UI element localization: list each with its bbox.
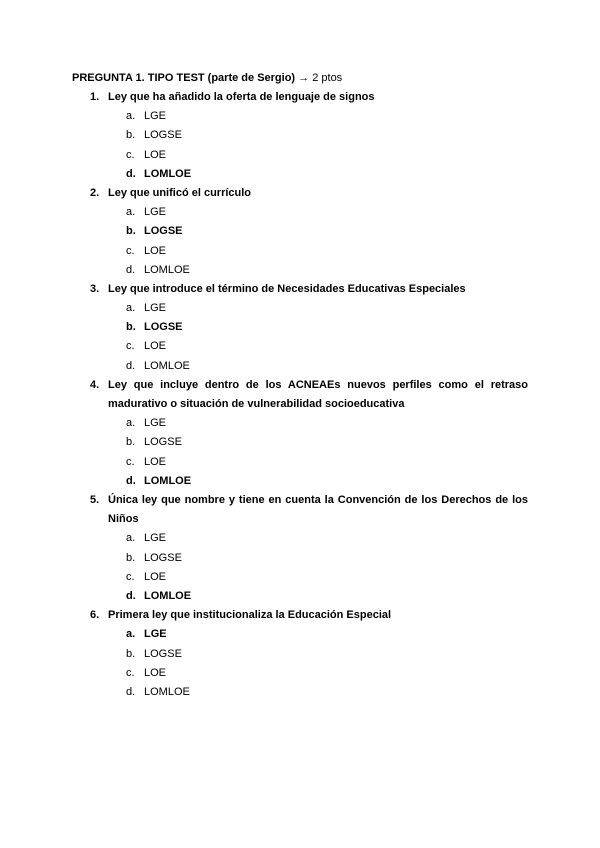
option-text: LOE bbox=[144, 455, 167, 468]
option-text: LGE bbox=[144, 206, 167, 219]
option-letter: b. bbox=[126, 551, 136, 564]
option-list bbox=[108, 299, 528, 376]
option-item bbox=[108, 587, 528, 606]
question-list bbox=[72, 88, 528, 702]
question-item bbox=[72, 491, 528, 606]
option-text: LOMLOE bbox=[144, 589, 192, 602]
option-list bbox=[108, 625, 528, 702]
question-text: Ley que introduce el término de Necesidades Educativas Especiales bbox=[108, 282, 466, 295]
option-letter: d. bbox=[126, 167, 136, 180]
option-item bbox=[108, 568, 528, 587]
question-item bbox=[72, 88, 528, 184]
option-letter: a. bbox=[126, 206, 136, 219]
option-text: LOE bbox=[144, 148, 167, 161]
option-letter: d. bbox=[126, 359, 136, 372]
option-letter: d. bbox=[126, 474, 136, 487]
option-text: LOGSE bbox=[144, 436, 182, 449]
option-text: LGE bbox=[144, 302, 167, 315]
option-item bbox=[108, 318, 528, 337]
question-number: 4. bbox=[90, 378, 100, 391]
option-item bbox=[108, 165, 528, 184]
option-letter: d. bbox=[126, 685, 136, 698]
option-list bbox=[108, 529, 528, 606]
option-item bbox=[108, 472, 528, 491]
option-letter: c. bbox=[126, 244, 135, 257]
option-text: LOMLOE bbox=[144, 263, 190, 276]
option-text: LOGSE bbox=[144, 321, 183, 334]
option-text: LOE bbox=[144, 244, 167, 257]
option-item bbox=[108, 203, 528, 222]
question-number: 2. bbox=[90, 186, 100, 199]
option-letter: a. bbox=[126, 628, 136, 641]
question-number: 6. bbox=[90, 609, 100, 622]
option-item bbox=[108, 242, 528, 261]
option-letter: a. bbox=[126, 110, 136, 123]
option-letter: b. bbox=[126, 225, 136, 238]
option-letter: c. bbox=[126, 455, 135, 468]
question-text: Ley que unificó el currículo bbox=[108, 186, 252, 199]
question-number: 1. bbox=[90, 91, 100, 103]
option-item bbox=[108, 107, 528, 126]
question-item bbox=[72, 184, 528, 280]
option-text: LOGSE bbox=[144, 551, 182, 564]
option-text: LOMLOE bbox=[144, 685, 190, 698]
question-item bbox=[72, 606, 528, 702]
option-letter: b. bbox=[126, 436, 136, 449]
option-text: LOE bbox=[144, 570, 167, 583]
option-item bbox=[108, 414, 528, 433]
option-letter: b. bbox=[126, 647, 136, 660]
option-item bbox=[108, 453, 528, 472]
question-item bbox=[72, 376, 528, 491]
question-text: Ley que incluye dentro de los ACNEAEs nuevos perfiles como el retraso madurativo o situación de vulnerabilidad socioeducativa bbox=[108, 378, 528, 411]
option-letter: d. bbox=[126, 263, 136, 276]
option-text: LGE bbox=[144, 628, 167, 641]
option-text: LOE bbox=[144, 666, 167, 679]
option-item bbox=[108, 357, 528, 376]
option-item bbox=[108, 433, 528, 452]
option-item bbox=[108, 683, 528, 702]
option-item bbox=[108, 337, 528, 356]
option-letter: a. bbox=[126, 417, 136, 430]
option-text: LGE bbox=[144, 532, 167, 545]
option-text: LGE bbox=[144, 110, 167, 123]
option-letter: d. bbox=[126, 589, 136, 602]
arrow-icon: → bbox=[298, 72, 310, 84]
option-letter: b. bbox=[126, 129, 136, 142]
option-item bbox=[108, 261, 528, 280]
heading-title: PREGUNTA 1. TIPO TEST (parte de Sergio) bbox=[72, 72, 296, 84]
option-item bbox=[108, 645, 528, 664]
option-text: LGE bbox=[144, 417, 167, 430]
question-number: 3. bbox=[90, 282, 100, 295]
question-number: 5. bbox=[90, 494, 100, 507]
option-letter: c. bbox=[126, 340, 135, 353]
question-text: Primera ley que institucionaliza la Educación Especial bbox=[108, 609, 392, 622]
question-text: Ley que ha añadido la oferta de lenguaje de signos bbox=[108, 91, 375, 103]
option-item bbox=[108, 126, 528, 145]
option-item bbox=[108, 529, 528, 548]
heading-points: 2 ptos bbox=[312, 72, 343, 84]
option-letter: c. bbox=[126, 148, 135, 161]
option-item bbox=[108, 664, 528, 683]
option-text: LOGSE bbox=[144, 129, 182, 142]
option-text: LOGSE bbox=[144, 647, 182, 660]
option-text: LOMLOE bbox=[144, 359, 190, 372]
option-letter: a. bbox=[126, 302, 136, 315]
option-text: LOGSE bbox=[144, 225, 183, 238]
option-list bbox=[108, 414, 528, 491]
option-text: LOMLOE bbox=[144, 167, 192, 180]
option-text: LOE bbox=[144, 340, 167, 353]
option-letter: a. bbox=[126, 532, 136, 545]
option-item bbox=[108, 299, 528, 318]
option-item bbox=[108, 625, 528, 644]
option-list bbox=[108, 203, 528, 280]
question-text: Única ley que nombre y tiene en cuenta la Convención de los Derechos de los Niños bbox=[108, 494, 528, 526]
section-heading bbox=[72, 69, 342, 88]
option-list bbox=[108, 107, 528, 184]
option-item bbox=[108, 146, 528, 165]
question-item bbox=[72, 280, 528, 376]
option-letter: c. bbox=[126, 570, 135, 583]
option-item bbox=[108, 549, 528, 568]
option-letter: b. bbox=[126, 321, 136, 334]
option-letter: c. bbox=[126, 666, 135, 679]
option-text: LOMLOE bbox=[144, 474, 192, 487]
option-item bbox=[108, 222, 528, 241]
